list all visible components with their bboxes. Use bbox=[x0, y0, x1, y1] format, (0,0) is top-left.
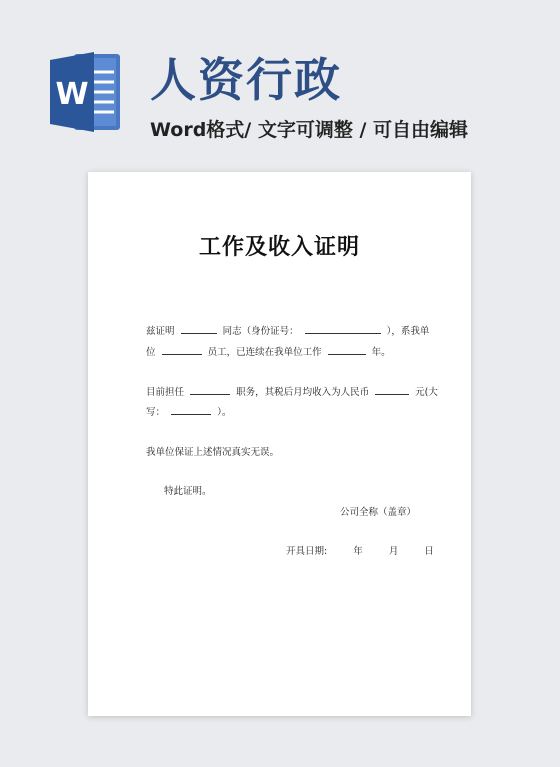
date-year: 年 bbox=[353, 546, 363, 557]
blank-name[interactable] bbox=[181, 324, 217, 334]
date-line bbox=[286, 545, 434, 559]
hereby-text: 特此证明。 bbox=[164, 486, 212, 497]
date-label: 开具日期: bbox=[286, 546, 328, 557]
guarantee-text: 我单位保证上述情况真实无误。 bbox=[146, 447, 280, 458]
blank-amount-words[interactable] bbox=[171, 405, 211, 415]
word-icon bbox=[48, 46, 124, 138]
paragraph-line-2 bbox=[146, 345, 391, 360]
text-comrade-id: 同志（身份证号： bbox=[222, 326, 299, 337]
header bbox=[0, 0, 560, 160]
page-title: 人资行政 bbox=[150, 53, 342, 107]
text-written: 写： bbox=[146, 407, 166, 418]
paragraph-line-4 bbox=[146, 405, 231, 420]
document-title: 工作及收入证明 bbox=[198, 235, 360, 260]
blank-id-number[interactable] bbox=[305, 324, 381, 334]
svg-text:W: W bbox=[55, 77, 89, 112]
date-month: 月 bbox=[388, 546, 399, 557]
text-position-prefix: 位 bbox=[146, 347, 156, 358]
date-day: 日 bbox=[424, 546, 434, 557]
paragraph-line-1 bbox=[146, 324, 429, 339]
text-years: 年。 bbox=[371, 347, 391, 358]
blank-amount[interactable] bbox=[375, 385, 409, 395]
text-employee: 员工，已连续在我单位工作 bbox=[207, 347, 322, 358]
paragraph-line-3 bbox=[146, 385, 438, 400]
text-yuan: 元(大 bbox=[415, 387, 438, 398]
document-page bbox=[88, 172, 471, 716]
page-subtitle: Word格式/ 文字可调整 / 可自由编辑 bbox=[150, 119, 469, 141]
blank-years[interactable] bbox=[328, 345, 366, 355]
text-income: 职务，其税后月均收入为人民币 bbox=[236, 387, 370, 398]
blank-role[interactable] bbox=[190, 385, 230, 395]
company-seal: 公司全称（盖章） bbox=[340, 507, 417, 518]
text-certify: 兹证明 bbox=[146, 326, 175, 337]
blank-department[interactable] bbox=[162, 345, 202, 355]
text-unit: ），系我单 bbox=[386, 326, 430, 337]
text-current-role: 目前担任 bbox=[146, 387, 185, 398]
text-close: ）。 bbox=[217, 407, 232, 418]
